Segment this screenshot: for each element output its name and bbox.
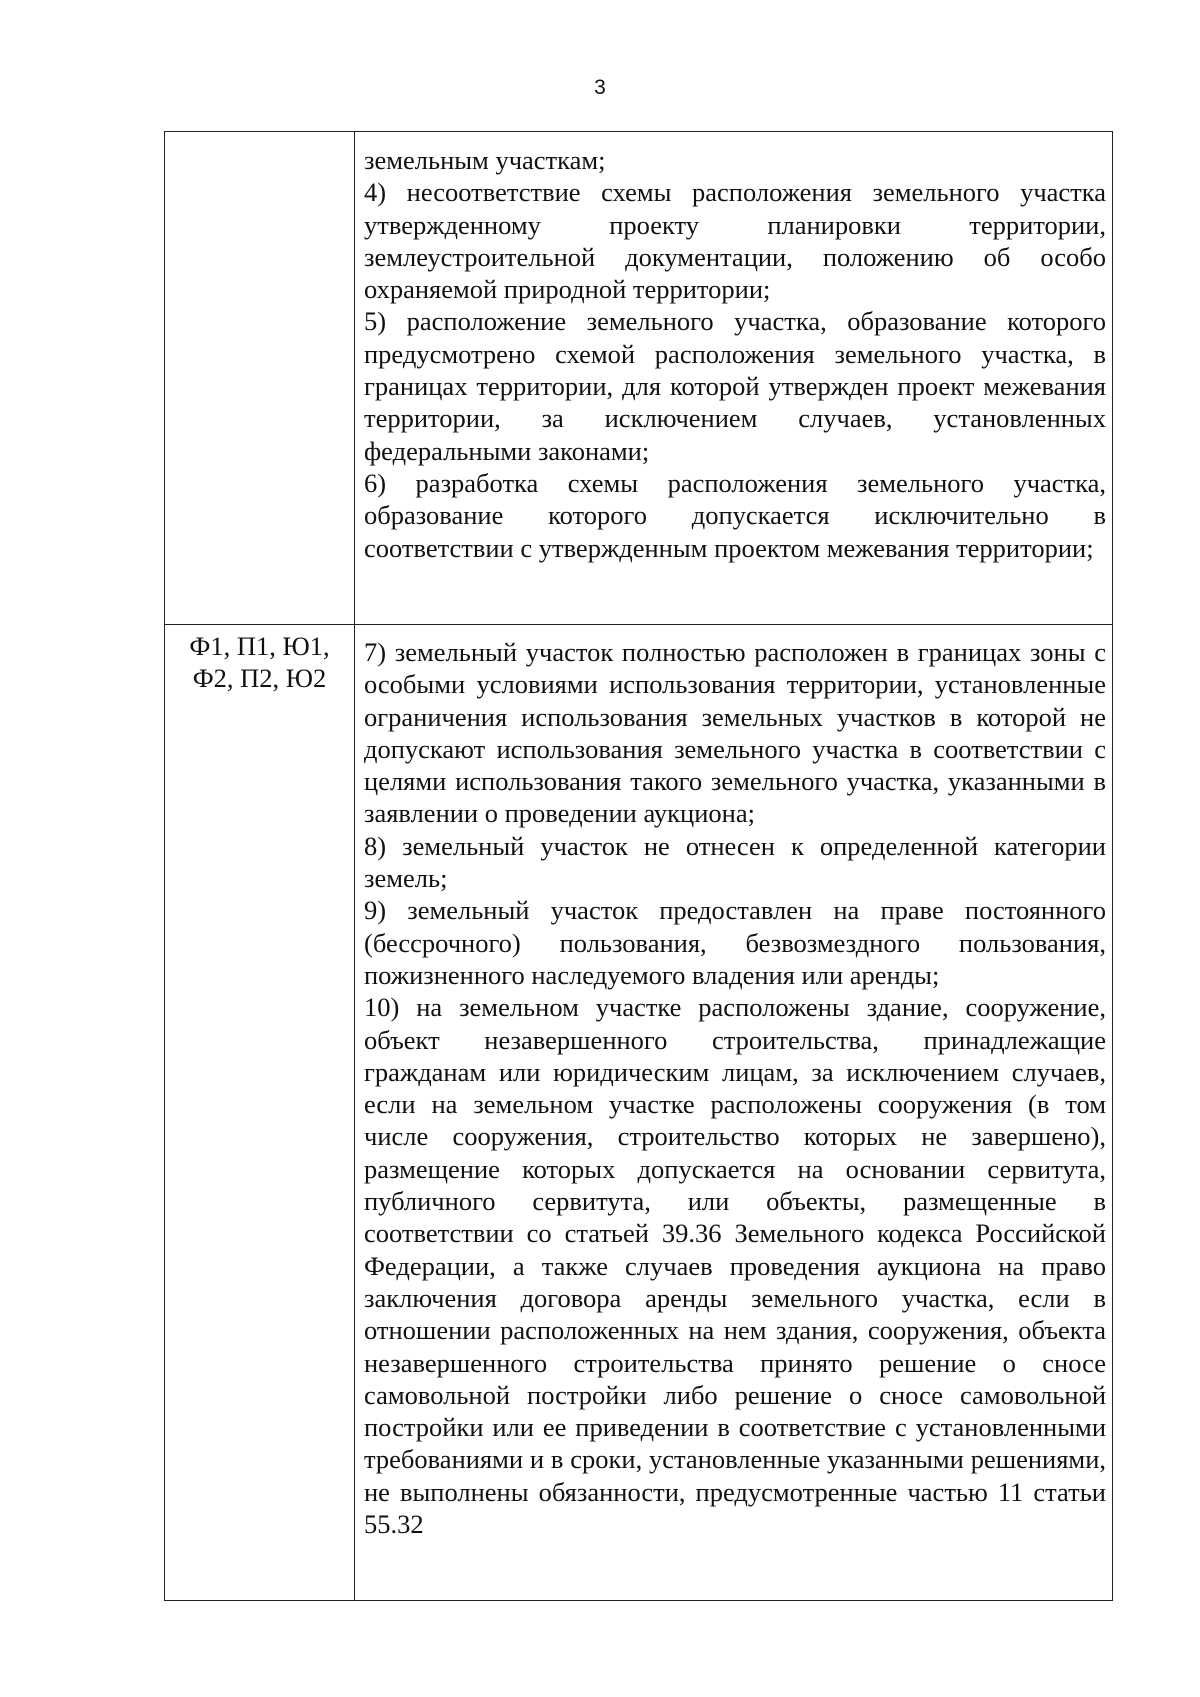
list-item: 7) земельный участок полностью расположен в границах зоны с особыми условиями использования территории, установленные ограничения использования земельных участков в которой не допускают использования земельного участка в соответствии с целями использования такого земельного участка, указанными в заявлении о проведении аукциона;: [364, 637, 1106, 829]
list-item: 5) расположение земельного участка, образование которого предусмотрено схемой расположения земельного участка, в границах территории, для которой утвержден проект межевания территории, за исключением случаев, установленных федеральными законами;: [364, 306, 1106, 466]
table-row: [165, 625, 1113, 1601]
applicant-codes-cell: [165, 625, 355, 1601]
applicant-codes-line: Ф1, П1, Ю1,: [189, 631, 330, 661]
conditions-table: [164, 131, 1113, 1601]
applicant-codes-cell: [165, 132, 355, 625]
list-item: 6) разработка схемы расположения земельного участка, образование которого допускается исключительно в соответствии с утвержденным проектом межевания территории;: [364, 467, 1106, 563]
list-item: земельным участкам;: [364, 145, 606, 175]
list-item: 4) несоответствие схемы расположения земельного участка утвержденному проекту планировки территории, землеустроительной документации, положению об особо охраняемой природной территории;: [364, 177, 1106, 305]
grounds-text-cell: [355, 132, 1113, 625]
grounds-text-cell: [355, 625, 1113, 1601]
list-item: 8) земельный участок не отнесен к определенной категории земель;: [364, 830, 1106, 894]
table-row: [165, 132, 1113, 625]
applicant-codes-line: Ф2, П2, Ю2: [192, 663, 327, 694]
list-item: 10) на земельном участке расположены здание, сооружение, объект незавершенного строительства, принадлежащие гражданам или юридическим лицам, за исключением случаев, если на земельном участке расположены сооружения (в том числе сооружения, строительство которых не завершено), размещение которых допускается на основании сервитута, публичного сервитута, или объекты, размещенные в соответствии со статьей 39.36 Земельного кодекса Российской Федерации, а также случаев проведения аукциона на право заключения договора аренды земельного участка, если в отношении расположенных на нем здания, сооружения, объекта незавершенного строительства принято решение о сносе самовольной постройки либо решение о сносе самовольной постройки или ее приведении в соответствие с установленными требованиями и в сроки, установленные указанными решениями, не выполнены обязанности, предусмотренные частью 11 статьи 55.32: [364, 992, 1106, 1540]
list-item: 9) земельный участок предоставлен на праве постоянного (бессрочного) пользования, безвозмездного пользования, пожизненного наследуемого владения или аренды;: [364, 895, 1106, 990]
page-number: 3: [594, 76, 606, 99]
